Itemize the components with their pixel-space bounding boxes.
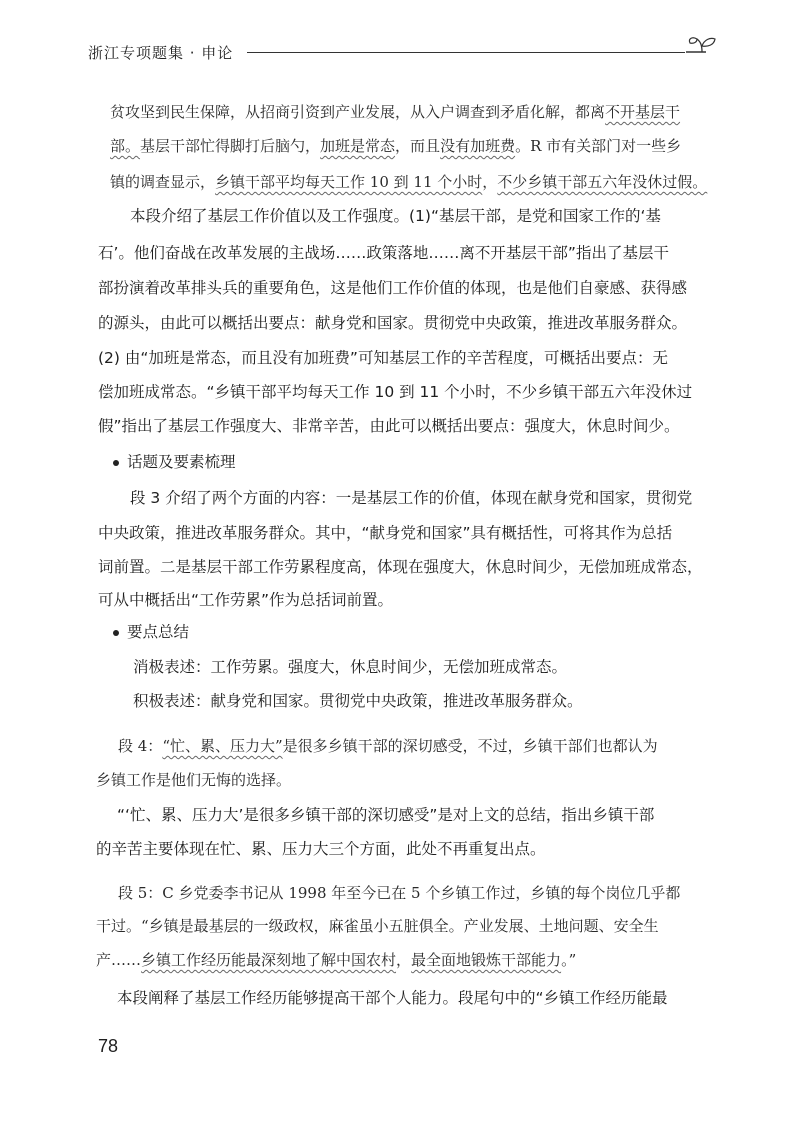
summary-line: 积极表述：献身党和国家。贯彻党中央政策，推进改革服务群众。	[133, 692, 583, 710]
analysis-line: 本段阐释了基层工作经历能够提高干部个人能力。段尾句中的“乡镇工作经历能最	[117, 989, 668, 1007]
summary-line: 消极表述：工作劳累。强度大，休息时间少，无偿加班成常态。	[133, 658, 568, 676]
source-line	[96, 950, 576, 970]
text-run: 镇的调查显示，	[110, 173, 216, 191]
topic-line: 中央政策，推进改革服务群众。其中，“献身党和国家”具有概括性，可将其作为总括	[98, 524, 673, 542]
topic-line: 段 3 介绍了两个方面的内容：一是基层工作的价值，体现在献身党和国家，贯彻党	[130, 489, 693, 507]
text-run: 。”	[561, 951, 577, 969]
analysis-line: 部扮演着改革排头兵的重要角色，这是他们工作价值的体现，也是他们自豪感、获得感	[98, 279, 688, 297]
header-rule	[247, 52, 685, 53]
source-line: 乡镇工作是他们无悔的选择。	[96, 771, 292, 789]
underlined-text: 没有加班费	[440, 137, 516, 155]
source-line	[110, 102, 680, 122]
analysis-line: (2) 由“加班是常态，而且没有加班费”可知基层工作的辛苦程度，可概括出要点：无	[98, 349, 668, 367]
underlined-text: “忙、累、压力大”	[162, 737, 283, 755]
underlined-text: 最全面地锻炼干部能力	[411, 951, 562, 969]
underlined-text: 不少乡镇干部五六年没休过假。	[497, 173, 708, 191]
text-run: 是很多乡镇干部的深切感受，不过，乡镇干部们也都认为	[282, 737, 658, 755]
text-run: 产……	[96, 951, 142, 969]
source-line	[110, 136, 681, 156]
page-number: 78	[98, 1036, 119, 1056]
analysis-line: 偿加班成常态。“乡镇干部平均每天工作 10 到 11 个小时，不少乡镇干部五六年没休过	[98, 383, 693, 401]
analysis-line: 石’。他们奋战在改革发展的主战场……政策落地……离不开基层干部”指出了基层干	[98, 244, 669, 262]
text-run: 段 4：	[118, 737, 163, 755]
source-line: 干过。“乡镇是最基层的一级政权，麻雀虽小五脏俱全。产业发展、土地问题、安全生	[96, 917, 659, 935]
bullet-icon	[113, 630, 119, 636]
section-heading: 话题及要素梳理	[127, 453, 236, 471]
underlined-text: 乡镇干部平均每天工作 10 到 11 个小时	[215, 173, 483, 191]
source-line	[110, 172, 707, 192]
text-run: ，而且	[395, 137, 441, 155]
underlined-text: 乡镇工作经历能最深刻地了解中国农村	[141, 951, 397, 969]
analysis-line: 的辛苦主要体现在忙、累、压力大三个方面，此处不再重复出点。	[96, 840, 546, 858]
topic-line: 词前置。二是基层干部工作劳累程度高，体现在强度大，休息时间少，无偿加班成常态，	[98, 558, 703, 576]
text-run: ，	[482, 173, 498, 191]
analysis-line: 的源头，由此可以概括出要点：献身党和国家。贯彻党中央政策，推进改革服务群众。	[98, 314, 688, 332]
analysis-line: 假”指出了基层工作强度大、非常辛苦，由此可以概括出要点：强度大，休息时间少。	[98, 417, 680, 435]
underlined-text: 不开基层干	[605, 103, 681, 121]
text-run: 。R 市有关部门对一些乡	[515, 137, 682, 155]
sprout-icon	[684, 30, 720, 60]
analysis-line: 本段介绍了基层工作价值以及工作强度。(1)“基层干部，是党和国家工作的‘基	[130, 207, 661, 225]
source-line: 段 5：C 乡党委李书记从 1998 年至今已在 5 个乡镇工作过，乡镇的每个岗位几乎都	[118, 884, 681, 902]
section-heading: 要点总结	[127, 623, 190, 641]
bullet-icon	[113, 460, 119, 466]
analysis-line: “‘忙、累、压力大’是很多乡镇干部的深切感受”是对上文的总结，指出乡镇干部	[117, 806, 655, 824]
text-run: 基层干部忙得脚打后脑勺，	[140, 137, 321, 155]
underlined-text: 加班是常态	[320, 137, 396, 155]
running-header: 浙江专项题集 · 申论	[88, 44, 234, 62]
text-run: ，	[396, 951, 412, 969]
source-line	[118, 736, 658, 756]
underlined-text: 部。	[110, 137, 141, 155]
text-run: 贫攻坚到民生保障，从招商引资到产业发展，从入户调查到矛盾化解，都离	[110, 103, 606, 121]
topic-line: 可从中概括出“工作劳累”作为总括词前置。	[98, 591, 394, 609]
